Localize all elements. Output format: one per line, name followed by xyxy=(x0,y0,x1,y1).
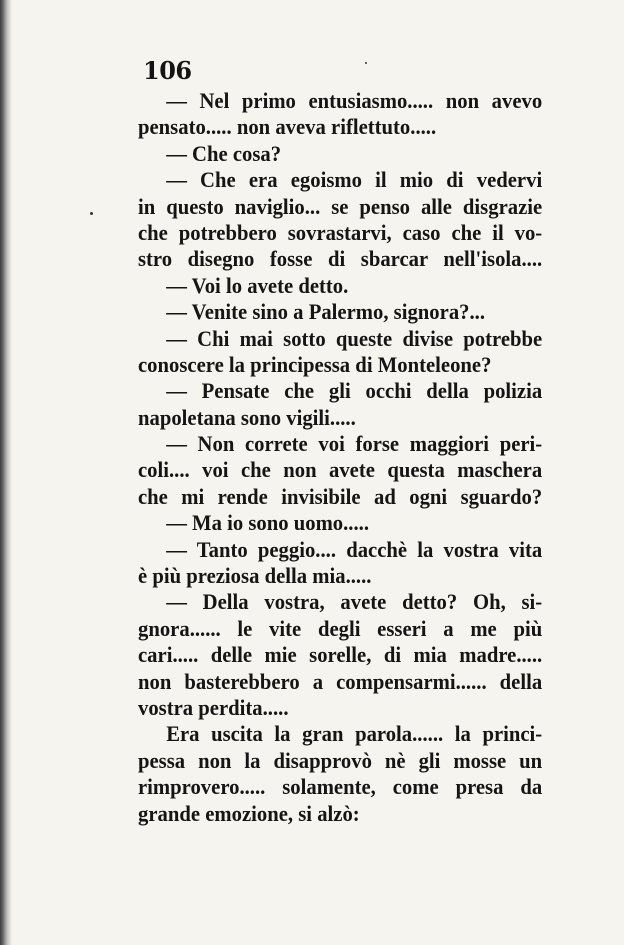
text-line: conoscere la principessa di Monteleone? xyxy=(138,351,492,377)
text-line: — Non correte voi forse maggiori peri- xyxy=(166,431,543,457)
text-line: — Tanto peggio.... dacchè la vostra vita xyxy=(166,536,543,562)
text-line: — Nel primo entusiasmo..... non avevo xyxy=(166,88,543,113)
text-line: — Ma io sono uomo..... xyxy=(166,510,370,536)
text-line: vostra perdita..... xyxy=(138,694,289,720)
text-line: — Voi lo avete detto. xyxy=(166,272,349,298)
page-number: 106 xyxy=(143,56,192,85)
text-line: che mi rende invisibile ad ogni sguardo? xyxy=(138,483,543,509)
text-line: — Venite sino a Palermo, signora?... xyxy=(166,299,486,325)
text-line: — Della vostra, avete detto? Oh, si- xyxy=(166,589,543,615)
text-line: è più preziosa della mia..... xyxy=(138,563,372,589)
text-line: rimprovero..... solamente, come presa da xyxy=(138,774,543,800)
print-speck xyxy=(365,62,367,64)
text-line: napoletana sono vigili..... xyxy=(138,404,356,430)
text-line: grande emozione, si alzò: xyxy=(138,800,360,826)
text-line: pensato..... non aveva riflettuto..... xyxy=(138,114,437,140)
print-speck xyxy=(90,212,93,215)
text-line: stro disegno fosse di sbarcar nell'isola.... xyxy=(138,246,543,272)
text-line: — Chi mai sotto queste divise potrebbe xyxy=(166,325,543,351)
text-line: in questo naviglio... se penso alle disgrazie xyxy=(138,193,543,219)
text-line: gnora...... le vite degli esseri a me più xyxy=(138,615,543,641)
page-binding-edge xyxy=(0,0,12,945)
text-line: non basterebbero a compensarmi...... della xyxy=(138,668,543,694)
text-line: pessa non la disapprovò nè gli mosse un xyxy=(138,747,543,773)
text-line: cari..... delle mie sorelle, di mia madre..... xyxy=(138,642,543,668)
text-line: — Pensate che gli occhi della polizia xyxy=(166,378,543,404)
text-line: Era uscita la gran parola...... la princi- xyxy=(166,721,543,747)
text-line: che potrebbero sovrastarvi, caso che il vo- xyxy=(138,219,543,245)
body-text xyxy=(138,88,542,827)
text-line: — Che era egoismo il mio di vedervi xyxy=(166,167,543,193)
text-line: — Che cosa? xyxy=(166,140,282,166)
text-line: coli.... voi che non avete questa maschera xyxy=(138,457,543,483)
